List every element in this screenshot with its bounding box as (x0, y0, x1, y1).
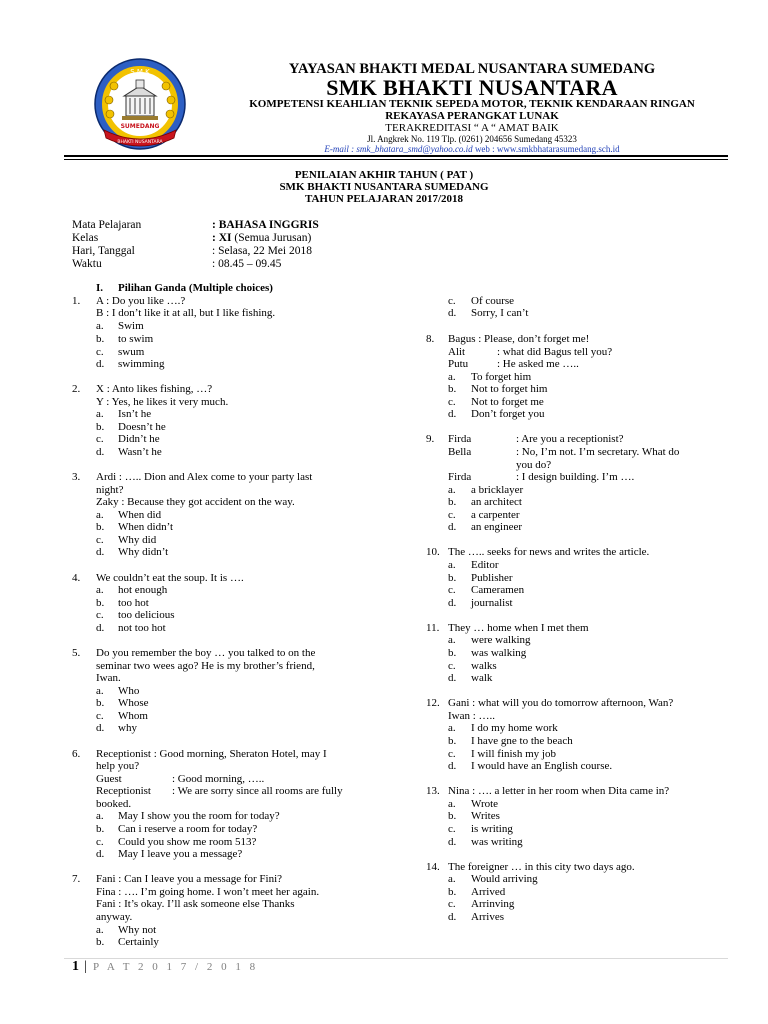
option-text: Swim (118, 320, 144, 332)
header-rule (64, 155, 728, 157)
option-letter: d. (448, 836, 457, 848)
option-text: too delicious (118, 609, 175, 621)
option-text: Isn’t he (118, 408, 152, 420)
speaker-name: Putu (448, 358, 469, 370)
question-text: Bagus : Please, don’t forget me! (448, 333, 590, 345)
option-text: not too hot (118, 622, 166, 634)
option-letter: d. (448, 408, 457, 420)
option-text: I will finish my job (471, 748, 556, 760)
option-letter: d. (448, 521, 457, 533)
question-text: They … home when I met them (448, 622, 589, 634)
option-letter: d. (448, 911, 457, 923)
question-text: Fina : …. I’m going home. I won’t meet her again. (96, 886, 320, 898)
option-text: Why not (118, 924, 157, 936)
option-text: was walking (471, 647, 527, 659)
option-letter: b. (448, 647, 457, 659)
question-text: Nina : …. a letter in her room when Dita came in? (448, 785, 670, 797)
option-letter: a. (448, 873, 456, 885)
option-text: journalist (471, 597, 513, 609)
option-text: Didn’t he (118, 433, 160, 445)
contact-line (200, 145, 744, 154)
logo-bottom-text: SUMEDANG (120, 123, 160, 130)
option-text: Arrives (471, 911, 504, 923)
exam-title: PENILAIAN AKHIR TAHUN ( PAT ) (294, 169, 474, 181)
question-number: 3. (72, 471, 81, 483)
question-text: Ardi : ….. Dion and Alex come to your party last (96, 471, 313, 483)
option-letter: b. (96, 521, 105, 533)
question-text: : No, I’m not. I’m secretary. What do (516, 446, 680, 458)
logo-top-text: S M K (130, 68, 150, 76)
option-text: Wrote (471, 798, 499, 810)
option-letter: a. (96, 924, 104, 936)
question-number: 2. (72, 383, 81, 395)
option-text: Not to forget me (471, 396, 544, 408)
option-letter: a. (448, 798, 456, 810)
option-text: Certainly (118, 936, 159, 948)
option-text: Cameramen (471, 584, 525, 596)
option-letter: b. (448, 735, 457, 747)
option-text: Editor (471, 559, 499, 571)
option-letter: c. (96, 346, 104, 358)
option-text: Could you show me room 513? (118, 836, 257, 848)
option-text: Publisher (471, 572, 513, 584)
option-text: were walking (471, 634, 531, 646)
option-letter: a. (96, 584, 104, 596)
accreditation: TERAKREDITASI “ A “ AMAT BAIK (385, 122, 559, 134)
footer-rule (64, 958, 728, 959)
option-letter: b. (96, 421, 105, 433)
option-letter: d. (96, 446, 105, 458)
option-letter: b. (448, 572, 457, 584)
question-text: : He asked me ….. (497, 358, 579, 370)
email-link[interactable]: E-mail : smk_bhatara_smd@yahoo.co.id (324, 144, 473, 154)
option-letter: a. (448, 722, 456, 734)
header-rule-thin (64, 159, 728, 160)
option-letter: c. (448, 509, 456, 521)
option-letter: a. (448, 371, 456, 383)
option-text: walks (471, 660, 497, 672)
option-text: walk (471, 672, 493, 684)
option-letter: d. (96, 848, 105, 860)
option-text: Don’t forget you (471, 408, 545, 420)
option-text: hot enough (118, 584, 168, 596)
option-text: swimming (118, 358, 165, 370)
option-letter: c. (448, 660, 456, 672)
question-text: B : I don’t like it at all, but I like fishing. (96, 307, 276, 319)
info-value: : Selasa, 22 Mei 2018 (212, 245, 312, 257)
info-label: Hari, Tanggal (72, 245, 135, 257)
option-letter: b. (448, 886, 457, 898)
option-letter: b. (96, 697, 105, 709)
option-letter: a. (96, 509, 104, 521)
option-letter: c. (448, 748, 456, 760)
school-name: SMK BHAKTI NUSANTARA (326, 75, 618, 100)
competency-line-2: REKAYASA PERANGKAT LUNAK (385, 110, 559, 122)
option-letter: b. (96, 597, 105, 609)
option-letter: c. (448, 823, 456, 835)
info-label: Waktu (72, 258, 102, 270)
option-letter: b. (96, 333, 105, 345)
section-title: Pilihan Ganda (Multiple choices) (118, 282, 273, 294)
option-letter: a. (448, 484, 456, 496)
option-letter: d. (96, 358, 105, 370)
question-number: 5. (72, 647, 81, 659)
speaker-name: Receptionist (96, 785, 151, 797)
question-text: The foreigner … in this city two days ago. (448, 861, 635, 873)
option-letter: c. (96, 710, 104, 722)
option-letter: d. (448, 760, 457, 772)
exam-school: SMK BHAKTI NUSANTARA SUMEDANG (279, 181, 489, 193)
info-value: : BAHASA INGGRIS (212, 219, 319, 231)
option-text: Doesn’t he (118, 421, 166, 433)
option-letter: c. (448, 584, 456, 596)
option-text: an engineer (471, 521, 522, 533)
speaker-name: Firda (448, 433, 472, 445)
option-letter: a. (96, 320, 104, 332)
question-text: Receptionist : Good morning, Sheraton Hotel, may I (96, 748, 327, 760)
question-text: : what did Bagus tell you? (497, 346, 613, 358)
question-text: : Good morning, ….. (172, 773, 265, 785)
option-letter: d. (96, 546, 105, 558)
question-text: anyway. (96, 911, 133, 923)
speaker-name: Firda (448, 471, 472, 483)
question-number: 1. (72, 295, 81, 307)
info-label: Kelas (72, 232, 99, 244)
option-letter: c. (448, 295, 456, 307)
option-text: to swim (118, 333, 154, 345)
option-letter: d. (96, 722, 105, 734)
option-text: Would arriving (471, 873, 538, 885)
info-value: : 08.45 – 09.45 (212, 258, 282, 270)
question-number: 6. (72, 748, 81, 760)
footer-separator: | (84, 959, 87, 974)
option-letter: d. (448, 672, 457, 684)
option-letter: a. (448, 634, 456, 646)
option-letter: c. (96, 836, 104, 848)
option-text: too hot (118, 597, 149, 609)
option-text: why (118, 722, 137, 734)
question-text: Do you remember the boy … you talked to on the (96, 647, 316, 659)
option-text: When did (118, 509, 162, 521)
option-text: Wasn’t he (118, 446, 162, 458)
option-text: May I show you the room for today? (118, 810, 280, 822)
school-logo-icon (92, 56, 188, 152)
option-letter: c. (448, 396, 456, 408)
competency-line: KOMPETENSI KEAHLIAN TEKNIK SEPEDA MOTOR, TEKNIK KENDARAAN RINGAN (249, 98, 695, 110)
speaker-name: Alit (448, 346, 466, 358)
option-text: Who (118, 685, 140, 697)
exam-year: TAHUN PELAJARAN 2017/2018 (304, 193, 464, 205)
option-text: Sorry, I can’t (471, 307, 529, 319)
question-text: Gani : what will you do tomorrow afternoon, Wan? (448, 697, 674, 709)
option-letter: d. (448, 307, 457, 319)
option-letter: b. (448, 810, 457, 822)
section-number: I. (96, 282, 104, 294)
option-letter: a. (96, 685, 104, 697)
question-number: 4. (72, 572, 81, 584)
option-letter: b. (96, 936, 105, 948)
question-text: Zaky : Because they got accident on the way. (96, 496, 295, 508)
option-text: Arrived (471, 886, 506, 898)
logo-band-text: BHAKTI NUSANTARA (117, 140, 163, 145)
foundation-name: YAYASAN BHAKTI MEDAL NUSANTARA SUMEDANG (288, 61, 656, 77)
question-text: : Are you a receptionist? (516, 433, 624, 445)
website-link[interactable]: web : www.smkbhatarasumedang.sch.id (474, 144, 620, 154)
question-number: 8. (426, 333, 435, 345)
address: Jl. Angkrek No. 119 Tlp. (0261) 204656 Sumedang 45323 (367, 134, 577, 144)
speaker-name: Guest (96, 773, 122, 785)
option-text: May I leave you a message? (118, 848, 243, 860)
option-letter: b. (96, 823, 105, 835)
question-text: help you? (96, 760, 140, 772)
option-letter: d. (448, 597, 457, 609)
info-label: Mata Pelajaran (72, 219, 142, 231)
option-text: a bricklayer (471, 484, 524, 496)
option-text: was writing (471, 836, 523, 848)
option-text: I have gne to the beach (471, 735, 573, 747)
question-number: 12. (426, 697, 440, 709)
question-text: : I design building. I’m …. (516, 471, 635, 483)
question-number: 11. (426, 622, 440, 634)
question-number: 13. (426, 785, 440, 797)
option-text: To forget him (471, 371, 532, 383)
option-text: Whom (118, 710, 148, 722)
question-text: : We are sorry since all rooms are fully (172, 785, 343, 797)
option-letter: a. (96, 408, 104, 420)
option-text: Why didn’t (118, 546, 169, 558)
option-letter: c. (96, 609, 104, 621)
option-text: When didn’t (118, 521, 174, 533)
option-text: is writing (471, 823, 513, 835)
question-number: 10. (426, 546, 440, 558)
question-text: Iwan. (96, 672, 121, 684)
question-text: Fani : It’s okay. I’ll ask someone else Thanks (96, 898, 295, 910)
option-text: Not to forget him (471, 383, 548, 395)
option-letter: d. (96, 622, 105, 634)
option-letter: b. (448, 496, 457, 508)
question-text: A : Do you like ….? (96, 295, 186, 307)
question-text: you do? (516, 459, 552, 471)
option-letter: a. (96, 810, 104, 822)
option-text: a carpenter (471, 509, 520, 521)
question-text: booked. (96, 798, 132, 810)
question-number: 9. (426, 433, 435, 445)
question-text: Y : Yes, he likes it very much. (96, 396, 229, 408)
speaker-name: Bella (448, 446, 472, 458)
option-text: Of course (471, 295, 515, 307)
question-number: 14. (426, 861, 440, 873)
option-text: Arrinving (471, 898, 515, 910)
option-letter: c. (96, 534, 104, 546)
footer-label: P A T 2 0 1 7 / 2 0 1 8 (93, 961, 259, 973)
question-text: X : Anto likes fishing, …? (96, 383, 213, 395)
option-letter: c. (448, 898, 456, 910)
question-number: 7. (72, 873, 81, 885)
option-text: Writes (471, 810, 500, 822)
option-text: swum (118, 346, 145, 358)
page-number: 1 (72, 959, 79, 974)
option-text: Why did (118, 534, 157, 546)
option-text: Can i reserve a room for today? (118, 823, 258, 835)
question-text: Iwan : ….. (448, 710, 496, 722)
option-text: an architect (471, 496, 522, 508)
question-text: We couldn’t eat the soup. It is …. (96, 572, 244, 584)
option-text: I do my home work (471, 722, 558, 734)
question-text: Fani : Can I leave you a message for Fini? (96, 873, 283, 885)
option-letter: a. (448, 559, 456, 571)
info-value: : XI (Semua Jurusan) (212, 232, 312, 244)
question-text: night? (96, 484, 124, 496)
option-text: Whose (118, 697, 149, 709)
option-letter: c. (96, 433, 104, 445)
option-text: I would have an English course. (471, 760, 613, 772)
question-text: The ….. seeks for news and writes the article. (448, 546, 650, 558)
question-text: seminar two wees ago? He is my brother’s friend, (96, 660, 315, 672)
option-letter: b. (448, 383, 457, 395)
